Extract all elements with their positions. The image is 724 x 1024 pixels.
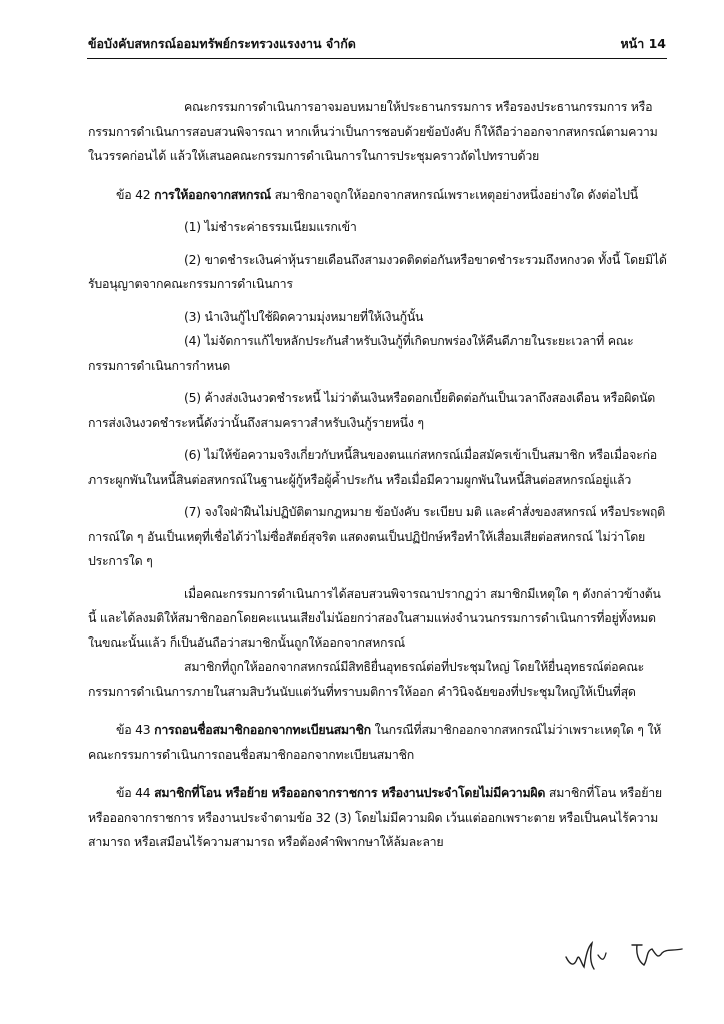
clause-42-number: ข้อ 42 [116, 186, 151, 202]
clause-42-item-3: (3) นำเงินกู้ไปใช้ผิดความมุ่งหมายที่ให้เงินกู้นั้น [184, 308, 424, 324]
clause-42-heading: การให้ออกจากสหกรณ์ [154, 186, 271, 202]
clause-42-paragraph-2: สมาชิกที่ถูกให้ออกจากสหกรณ์มีสิทธิยื่นอุทธรณ์ต่อที่ประชุมใหญ่ โดยให้ยื่นอุทธรณ์ต่อคณะกรรมการดำเนินการภายในสามสิบวันนับแต่วันที่ทราบมติการให้ออก คำวินิจฉัยของที่ประชุมใหญ่ให้เป็นที่สุด [88, 659, 645, 699]
clause-43-number: ข้อ 43 [116, 722, 151, 737]
clause-44-number: ข้อ 44 [116, 785, 151, 800]
intro-paragraph: คณะกรรมการดำเนินการอาจมอบหมายให้ประธานกรรมการ หรือรองประธานกรรมการ หรือกรรมการดำเนินการสอบสวนพิจารณา หากเห็นว่าเป็นการชอบด้วยข้อบังคับ ก็ให้ถือว่าออกจากสหกรณ์ตามความในวรรคก่อนได้ แล้วให้เสนอคณะกรรมการดำเนินการในการประชุมคราวถัดไปทราบด้วย [88, 99, 658, 163]
clause-42-paragraph-1: เมื่อคณะกรรมการดำเนินการได้สอบสวนพิจารณาปรากฏว่า สมาชิกมีเหตุใด ๆ ดังกล่าวข้างต้นนี้ และได้ลงมติให้สมาชิกออกโดยคะแนนเสียงไม่น้อยกว่าสองในสามแห่งจำนวนกรรมการดำเนินการที่อยู่ทั้งหมดในขณะนั้นแล้ว ก็เป็นอันถือว่าสมาชิกนั้นถูกให้ออกจากสหกรณ์ [88, 585, 661, 650]
document-body [88, 95, 668, 855]
clause-43-text: ในกรณีที่สมาชิกออกจากสหกรณ์ไม่ว่าเพราะเหตุใด ๆ ให้คณะกรรมการดำเนินการถอนชื่อสมาชิกออกจากทะเบียนสมาชิก [88, 722, 662, 762]
page-number: หน้า 14 [620, 36, 666, 51]
handwritten-signature [562, 935, 702, 975]
clause-42 [88, 183, 668, 208]
clause-42-item-4: (4) ไม่จัดการแก้ไขหลักประกันสำหรับเงินกู้ที่เกิดบกพร่องให้คืนดีภายในระยะเวลาที่ คณะกรรมการดำเนินการกำหนด [88, 333, 634, 373]
header-divider [87, 58, 667, 59]
clause-43-heading: การถอนชื่อสมาชิกออกจากทะเบียนสมาชิก [154, 722, 371, 737]
clause-43 [88, 718, 668, 767]
clause-42-item-6: (6) ไม่ให้ข้อความจริงเกี่ยวกับหนี้สินของตนแก่สหกรณ์เมื่อสมัครเข้าเป็นสมาชิก หรือเมื่อจะก่อภาระผูกพันในหนี้สินต่อสหกรณ์ในฐานะผู้กู้หรือผู้ค้ำประกัน หรือเมื่อมีความผูกพันในหนี้สินต่อสหกรณ์อยู่แล้ว [88, 447, 657, 487]
clause-44 [88, 781, 668, 855]
clause-42-item-2: (2) ขาดชำระเงินค่าหุ้นรายเดือนถึงสามงวดติดต่อกันหรือขาดชำระรวมถึงหกงวด ทั้งนี้ โดยมิได้รับอนุญาตจากคณะกรรมการดำเนินการ [88, 251, 667, 291]
clause-44-heading: สมาชิกที่โอน หรือย้าย หรือออกจากราชการ หรืองานประจำโดยไม่มีความผิด [154, 785, 546, 800]
clause-42-item-1: (1) ไม่ชำระค่าธรรมเนียมแรกเข้า [184, 219, 357, 234]
clause-44-text: สมาชิกที่โอน หรือย้าย หรือออกจากราชการ หรืองานประจำตามข้อ 32 (3) โดยไม่มีความผิด เว้นแต่ออกเพราะตาย หรือเป็นคนไร้ความสามารถ หรือเสมือนไร้ความสามารถ หรือต้องคำพิพากษาให้ล้มละลาย [88, 785, 662, 849]
clause-42-item-7: (7) จงใจฝ่าฝืนไม่ปฏิบัติตามกฎหมาย ข้อบังคับ ระเบียบ มติ และคำสั่งของสหกรณ์ หรือประพฤติการณ์ใด ๆ อันเป็นเหตุที่เชื่อได้ว่าไม่ซื่อสัตย์สุจริต แสดงตนเป็นปฏิปักษ์หรือทำให้เสื่อมเสียต่อสหกรณ์ ไม่ว่าโดยประการใด ๆ [88, 504, 665, 568]
clause-42-item-5: (5) ค้างส่งเงินงวดชำระหนี้ ไม่ว่าต้นเงินหรือดอกเบี้ยติดต่อกันเป็นเวลาถึงสองเดือน หรือผิดนัดการส่งเงินงวดชำระหนี้ดังว่านั้นถึงสามคราวสำหรับเงินกู้รายหนึ่ง ๆ [88, 390, 656, 430]
clause-42-text: สมาชิกอาจถูกให้ออกจากสหกรณ์เพราะเหตุอย่างหนึ่งอย่างใด ดังต่อไปนี้ [274, 186, 638, 202]
document-title: ข้อบังคับสหกรณ์ออมทรัพย์กระทรวงแรงงาน จำกัด [88, 36, 356, 51]
